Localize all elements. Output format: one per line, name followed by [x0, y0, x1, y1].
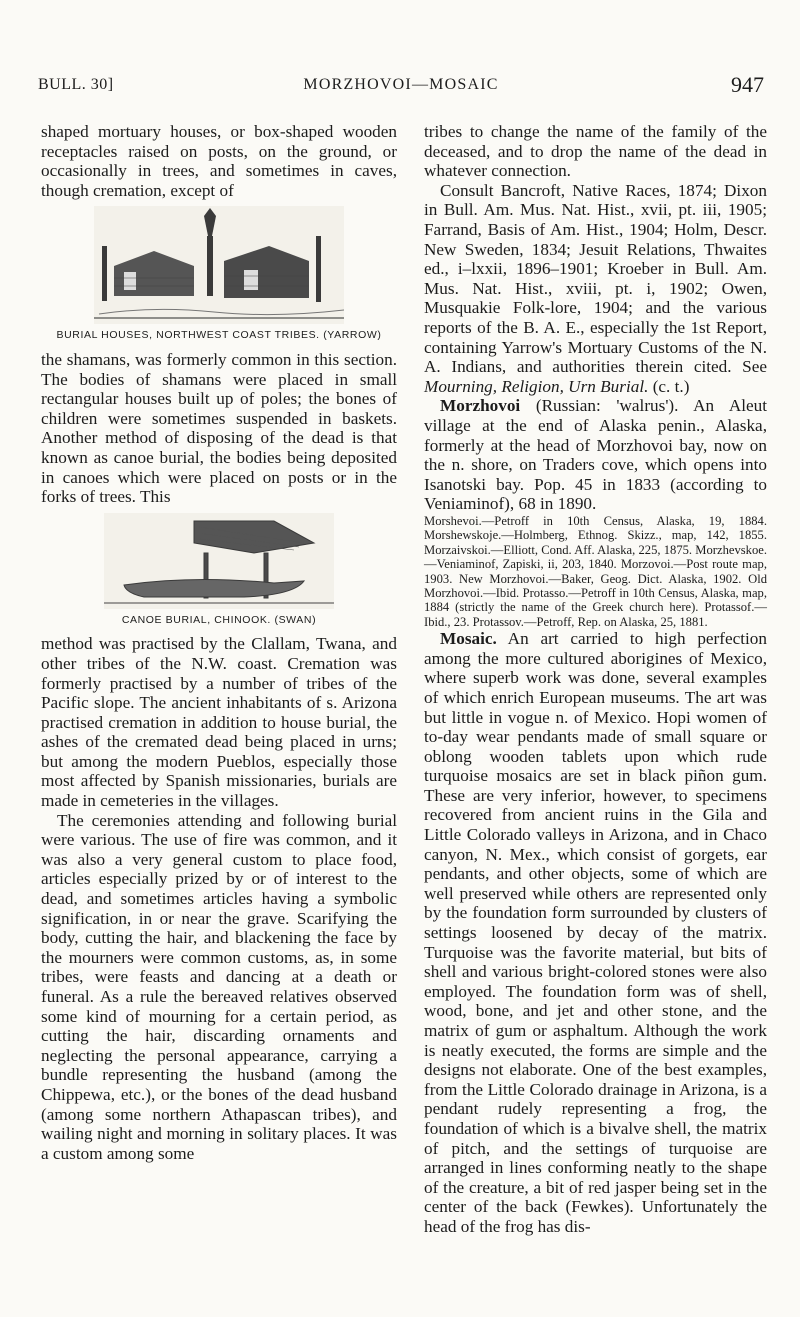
left-paragraph-4: The ceremonies attending and following burial were various. The use of fire was common, and it was also a very general custom to place food, articles especially prized by or of interest to the dead, and sometimes articles having a symbolic signification, in or near the grave. Scarifying the body, cutting the hair, and blackening the face by the mourners were common customs, as, in some tribes, were feasts and dancing at a death or funeral. As a rule the bereaved relatives observed some kind of mourning for a certain period, as cutting the hair, discarding ornaments and neglecting the personal appearance, carrying a bundle representing the husband (among the Chippewa, etc.), or the bones of the dead husband (among some northern Athapascan tribes), and wailing night and morning in solitary places. It was a custom among some	[41, 810, 397, 1163]
left-column	[41, 122, 397, 1163]
consult-text: Consult Bancroft, Native Races, 1874; Dixon in Bull. Am. Mus. Nat. Hist., xvii, pt. iii, 1905; Farrand, Basis of Am. Hist., 1904; Holm, Descr. New Sweden, 1834; Jesuit Relations, Thwaites ed., i–lxxii, 1896–1901; Kroeber in Bull. Am. Mus. Nat. Hist., xviii, pt. i, 1902; Owen, Musquakie Folk-lore, 1904; and the various reports of the B. A. E., especially the 1st Report, containing Yarrow's Mortuary Customs of the N. A. Indians, and authorities therein cited. See	[424, 180, 767, 377]
figure-2-caption: CANOE BURIAL, CHINOOK. (SWAN)	[121, 613, 317, 626]
right-paragraph-1: tribes to change the name of the family of the deceased, and to drop the name of the dead in whatever connection.	[424, 122, 767, 181]
morzhovoi-entry	[424, 396, 767, 514]
mosaic-heading: Mosaic.	[440, 629, 497, 649]
left-paragraph-2: the shamans, was formerly common in this section. The bodies of shamans were placed in small rectangular houses built up of poles; the bones of children were sometimes suspended in baskets. Another method of disposing of the dead is that known as canoe burial, the bodies being deposited in canoes which were placed on posts or in the forks of trees. This	[41, 349, 397, 507]
right-column	[424, 122, 767, 1237]
canoe-burial-illustration	[104, 513, 334, 609]
running-title: MORZHOVOI—MOSAIC	[303, 76, 499, 93]
left-paragraph-1: shaped mortuary houses, or box-shaped wooden receptacles raised on posts, on the ground, or occasionally in trees, and sometimes in caves, though cremation, except of	[41, 122, 397, 200]
right-paragraph-2	[424, 181, 767, 397]
page-header	[38, 72, 764, 102]
figure-canoe-burial	[41, 513, 397, 631]
author-initials: (c. t.)	[652, 376, 690, 396]
morzhovoi-text: (Russian: 'walrus'). An Aleut village at the end of Alaska penin., Alaska, formerly at the head of Morzhovoi bay, now on the n. shore, on Traders cove, which opens into Isanotski bay. Pop. 45 in 1833 (according to Veniaminof), 68 in 1890.	[424, 396, 768, 514]
burial-houses-illustration	[94, 206, 344, 324]
figure-1-caption: BURIAL HOUSES, NORTHWEST COAST TRIBES. (YARROW)	[56, 329, 382, 342]
figure-burial-houses	[41, 206, 397, 346]
see-also-links: Mourning, Religion, Urn Burial.	[424, 376, 649, 396]
mosaic-entry	[424, 629, 767, 1236]
mosaic-text: An art carried to high perfection among the more cultured aborigines of Mexico, where superb work was done, several examples of which enrich European museums. The art was but little in vogue n. of Mexico. Hopi women of to-day wear pendants made of small square or oblong wooden tablets upon which rude turquoise mosaics are set in black piñon gum. These are very inferior, however, to specimens recovered from ancient ruins in the Gila and Little Colorado valleys in Arizona, and in Chaco canyon, N. Mex., which consist of gorgets, ear pendants, and other objects, some of which are well preserved while others are represented only by the foundation form surrounded by clusters of settings loosened by decay of the matrix. Turquoise was the favorite material, but bits of shell and various bright-colored stones were also employed. The foundation form was of shell, wood, bone, and jet and other stone, and the matrix of gum or asphaltum. Although the work is neatly executed, the forms are simple and the designs not elaborate. One of the best examples, from the Little Colorado drainage in Arizona, is a pendant rudely representing a frog, the foundation of which is a bivalve shell, the matrix of pitch, and the settings of turquoise are arranged in lines conforming neatly to the shape of the creature, a bit of red jasper being set in the center of the back (Fewkes). Unfortunately the head of the frog has dis-	[424, 629, 767, 1236]
left-paragraph-3: method was practised by the Clallam, Twana, and other tribes of the N.W. coast. Cremation was formerly practised by a number of tribes of the Pacific slope. The ancient inhabitants of s. Arizona practised cremation in addition to house burial, the ashes of the cremated dead being placed in urns; but among the modern Pueblos, especially those most affected by Spanish missionaries, burials are made in cemeteries in the villages.	[41, 634, 397, 811]
morzhovoi-heading: Morzhovoi	[440, 396, 521, 416]
page-number: 947	[731, 72, 764, 97]
bulletin-ref: BULL. 30]	[38, 76, 114, 93]
morzhovoi-synonymy: Morshevoi.—Petroff in 10th Census, Alaska, 19, 1884. Morshewskoje.—Holmberg, Ethnog. Skizz., map, 142, 1855. Morzaivskoi.—Elliott, Cond. Aff. Alaska, 225, 1875. Morzhevskoe.—Veniaminof, Zapiski, ii, 203, 1840. Morzovoi.—Post route map, 1903. New Morzhovoi.—Baker, Geog. Dict. Alaska, 1902. Old Morzhovoi.—Ibid. Protasso.—Petroff in 10th Census, Alaska, map, 1884 (strictly the name of the Greek church here). Protassof.—Ibid., 23. Protassov.—Petroff, Rep. on Alaska, 25, 1881.	[424, 513, 767, 629]
